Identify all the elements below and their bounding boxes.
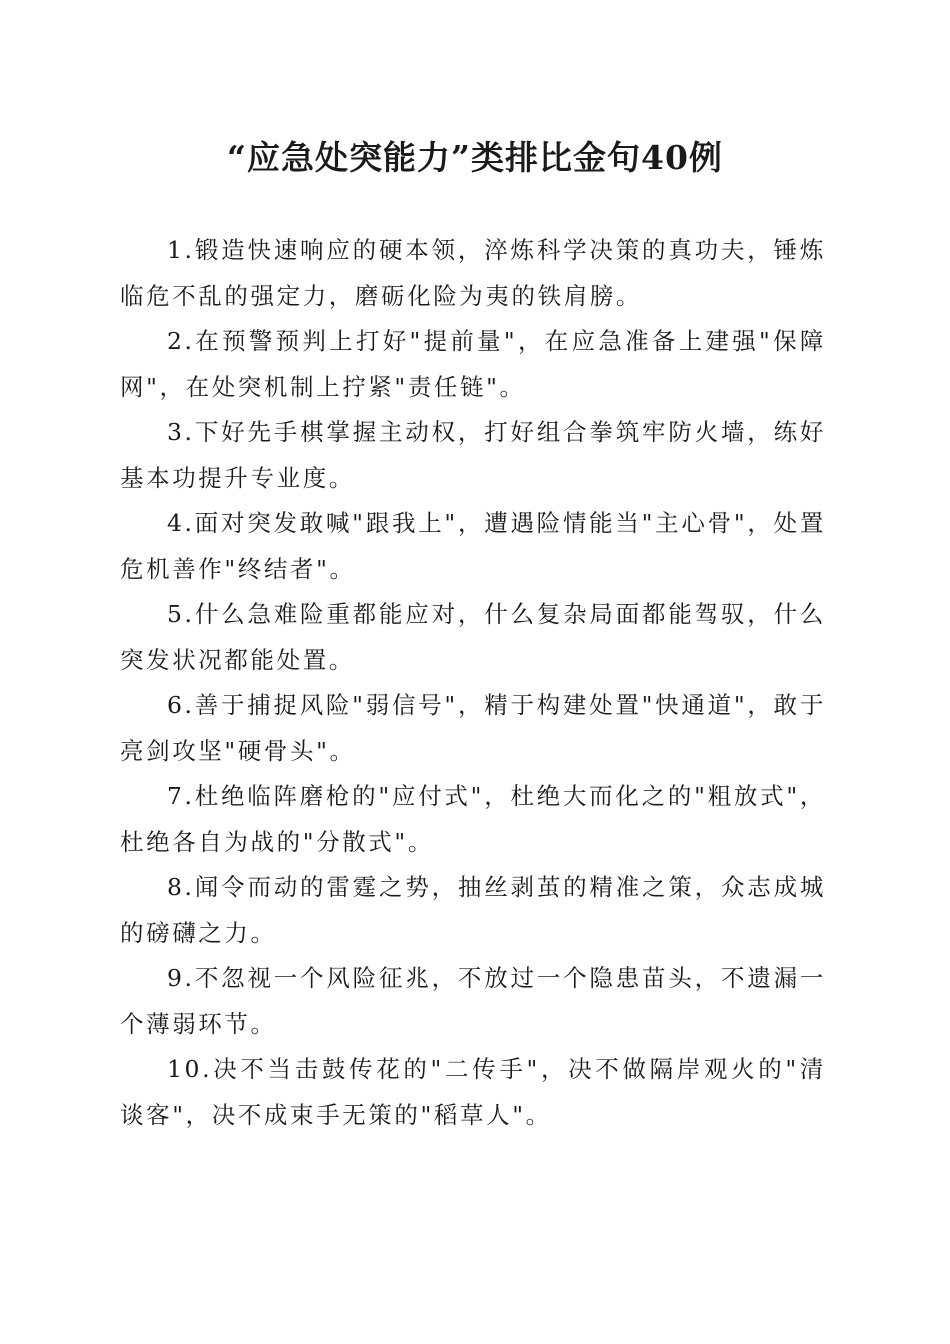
page-title: “应急处突能力”类排比金句40例 <box>227 138 723 177</box>
paragraph-2: 2.在预警预判上打好"提前量"，在应急准备上建强"保障网"，在处突机制上拧紧"责任链"。 <box>120 327 826 401</box>
document-body <box>120 228 826 1138</box>
paragraph-9: 9.不忽视一个风险征兆，不放过一个隐患苗头，不遗漏一个薄弱环节。 <box>120 964 826 1038</box>
paragraph-3: 3.下好先手棋掌握主动权，打好组合拳筑牢防火墙，练好基本功提升专业度。 <box>120 418 826 492</box>
paragraph-4: 4.面对突发敢喊"跟我上"，遭遇险情能当"主心骨"，处置危机善作"终结者"。 <box>120 509 826 583</box>
paragraph-5: 5.什么急难险重都能应对，什么复杂局面都能驾驭，什么突发状况都能处置。 <box>120 600 826 674</box>
paragraph-1: 1.锻造快速响应的硬本领，淬炼科学决策的真功夫，锤炼临危不乱的强定力，磨砺化险为夷的铁肩膀。 <box>120 236 826 310</box>
paragraph-6: 6.善于捕捉风险"弱信号"，精于构建处置"快通道"，敢于亮剑攻坚"硬骨头"。 <box>120 691 826 765</box>
paragraph-8: 8.闻令而动的雷霆之势，抽丝剥茧的精准之策，众志成城的磅礴之力。 <box>120 873 826 947</box>
paragraph-7: 7.杜绝临阵磨枪的"应付式"，杜绝大而化之的"粗放式"，杜绝各自为战的"分散式"。 <box>120 782 826 856</box>
paragraph-10: 10.决不当击鼓传花的"二传手"，决不做隔岸观火的"清谈客"，决不成束手无策的"稻草人"。 <box>120 1055 826 1129</box>
